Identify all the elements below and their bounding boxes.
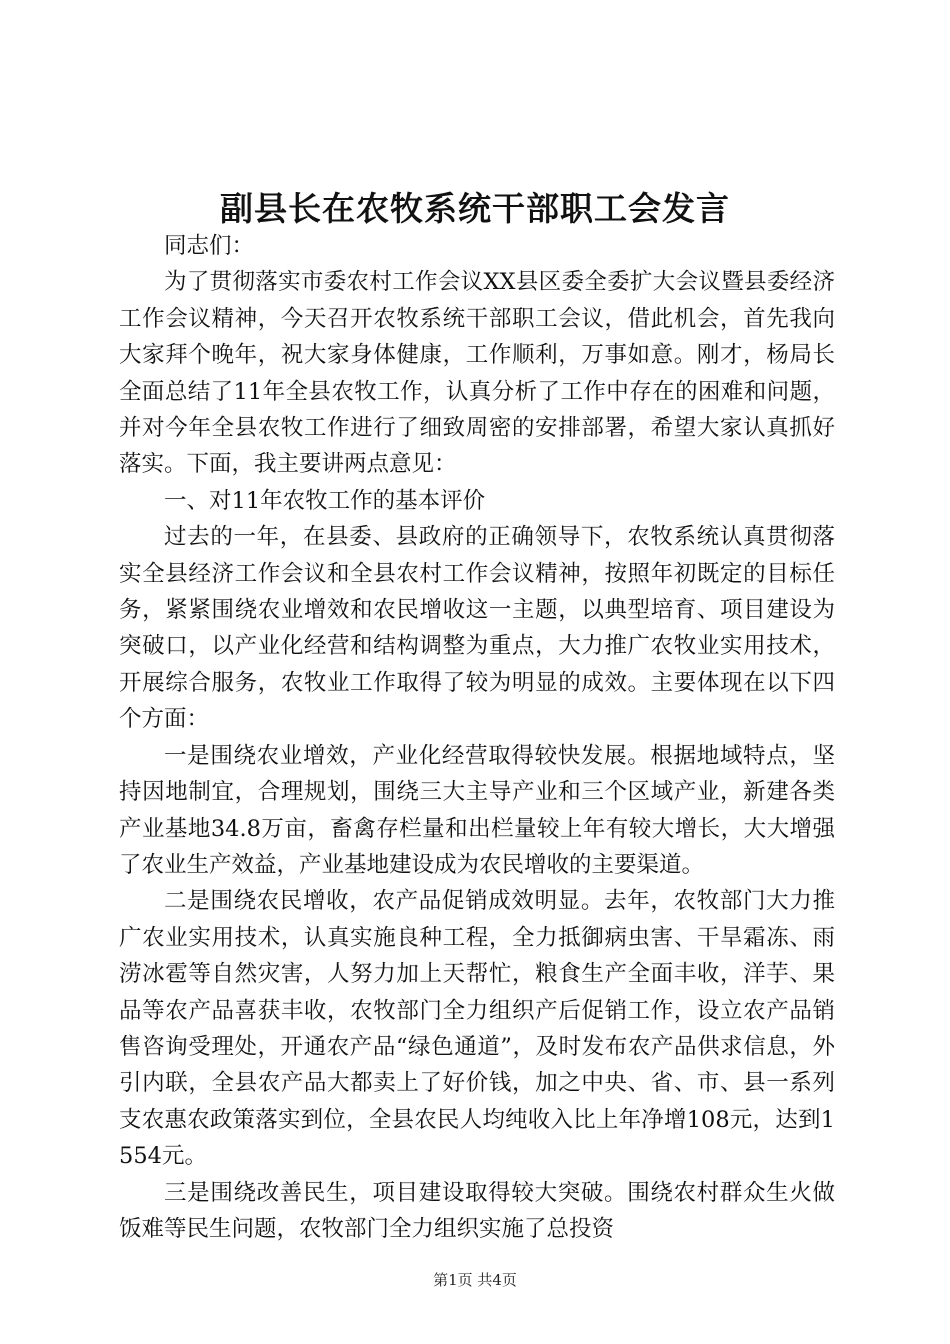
salutation: 同志们：	[164, 233, 255, 259]
paragraph-review: 过去的一年，在县委、县政府的正确领导下，农牧系统认真贯彻落实全县经济工作会议和全县农村工作会议精神，按照年初既定的目标任务，紧紧围绕农业增效和农民增收这一主题，以典型培育、项目建设为突破口，以产业化经营和结构调整为重点，大力推广农牧业实用技术，开展综合服务，农牧业工作取得了较为明显的成效。主要体现在以下四个方面：	[119, 524, 835, 733]
document-title: 副县长在农牧系统干部职工会发言	[220, 189, 730, 228]
document-body	[119, 228, 835, 1247]
page-number-footer: 第1页 共4页	[433, 1271, 517, 1289]
paragraph-point-3: 三是围绕改善民生，项目建设取得较大突破。围绕农村群众生火做饭难等民生问题，农牧部门全力组织实施了总投资	[119, 1179, 835, 1242]
paragraph-intro: 为了贯彻落实市委农村工作会议XX县区委全委扩大会议暨县委经济工作会议精神，今天召开农牧系统干部职工会议，借此机会，首先我向大家拜个晚年，祝大家身体健康，工作顺利，万事如意。刚才，杨局长全面总结了11年全县农牧工作，认真分析了工作中存在的困难和问题，并对今年全县农牧工作进行了细致周密的安排部署，希望大家认真抓好落实。下面，我主要讲两点意见：	[119, 269, 835, 478]
paragraph-point-1: 一是围绕农业增效，产业化经营取得较快发展。根据地域特点，坚持因地制宜，合理规划，围绕三大主导产业和三个区域产业，新建各类产业基地34.8万亩，畜禽存栏量和出栏量较上年有较大增长，大大增强了农业生产效益，产业基地建设成为农民增收的主要渠道。	[119, 742, 835, 878]
paragraph-point-2: 二是围绕农民增收，农产品促销成效明显。去年，农牧部门大力推广农业实用技术，认真实施良种工程，全力抵御病虫害、干旱霜冻、雨涝冰雹等自然灾害，人努力加上天帮忙，粮食生产全面丰收，洋芋、果品等农产品喜获丰收，农牧部门全力组织产后促销工作，设立农产品销售咨询受理处，开通农产品“绿色通道”，及时发布农产品供求信息，外引内联，全县农产品大都卖上了好价钱，加之中央、省、市、县一系列支农惠农政策落实到位，全县农民人均纯收入比上年净增108元，达到1554元。	[119, 888, 835, 1170]
section-heading-1: 一、对11年农牧工作的基本评价	[164, 487, 486, 514]
